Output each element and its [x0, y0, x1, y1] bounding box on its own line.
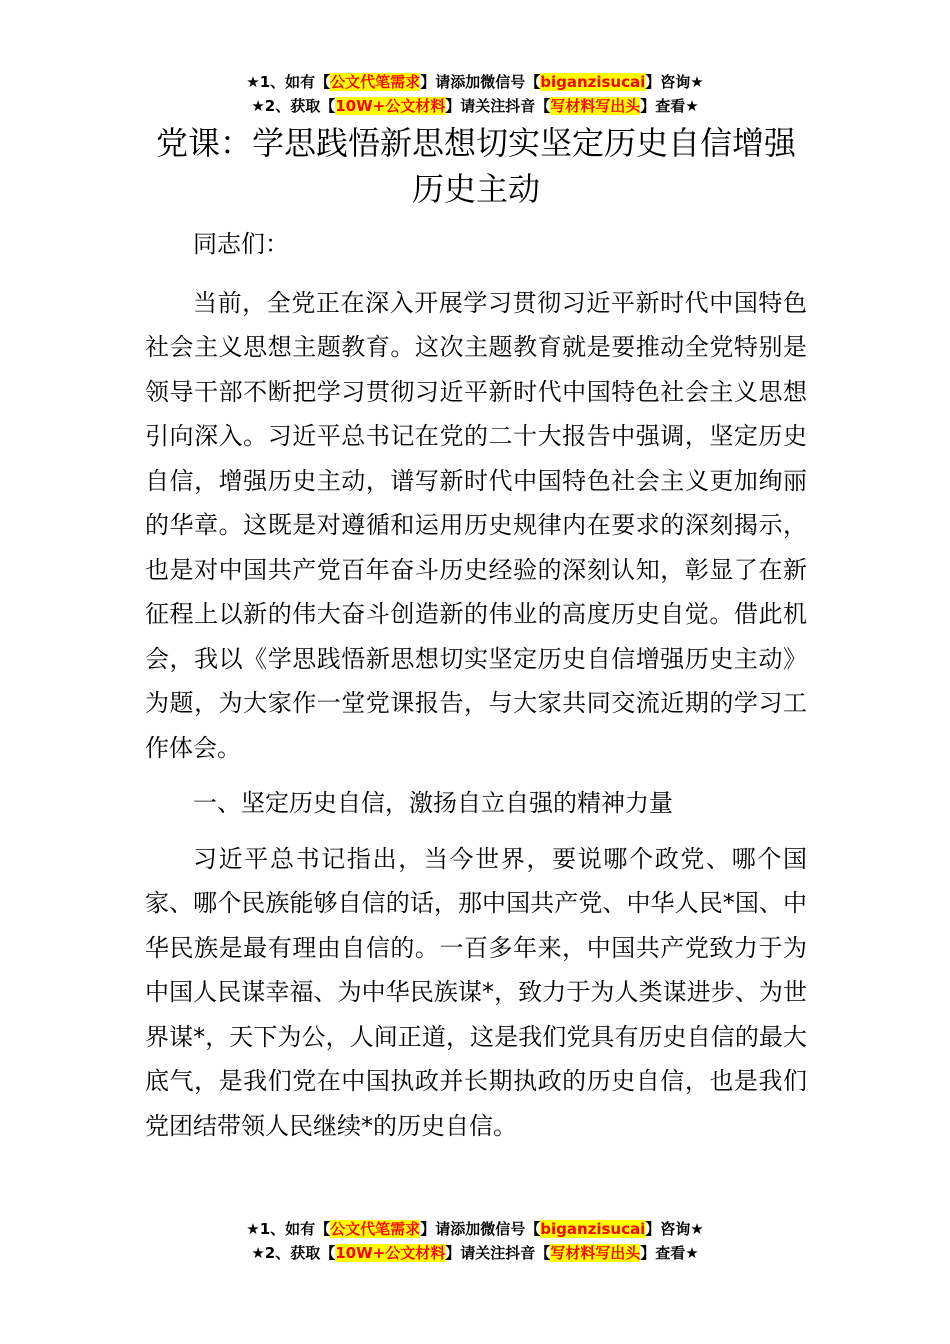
banner-text: 】请关注抖音【	[445, 1244, 551, 1262]
banner-line-1	[0, 70, 950, 94]
banner-text: 】请添加微信号【	[420, 1220, 541, 1238]
top-banner	[0, 70, 950, 118]
highlight-text: 公文代笔需求	[330, 1220, 421, 1238]
highlight-text: 10W+公文材料	[335, 97, 446, 115]
paragraph: 习近平总书记指出，当今世界，要说哪个政党、哪个国家、哪个民族能够自信的话，那中国共产党、中华人民*国、中华民族是最有理由自信的。一百多年来，中国共产党致力于为中国人民谋幸福、为中华民族谋*，致力于为人类谋进步、为世界谋*，天下为公，人间正道，这是我们党具有历史自信的最大底气，是我们党在中国执政并长期执政的历史自信，也是我们党团结带领人民继续*的历史自信。	[145, 844, 807, 1140]
paragraph: 当前，全党正在深入开展学习贯彻习近平新时代中国特色社会主义思想主题教育。这次主题教育就是要推动全党特别是领导干部不断把学习贯彻习近平新时代中国特色社会主义思想引向深入。习近平总书记在党的二十大报告中强调，坚定历史自信，增强历史主动，谱写新时代中国特色社会主义更加绚丽的华章。这既是对遵循和运用历史规律内在要求的深刻揭示，也是对中国共产党百年奋斗历史经验的深刻认知，彰显了在新征程上以新的伟大奋斗创造新的伟业的高度历史自觉。借此机会，我以《学思践悟新思想切实坚定历史自信增强历史主动》为题，为大家作一堂党课报告，与大家共同交流近期的学习工作体会。	[145, 288, 807, 762]
banner-text: 】查看★	[640, 1244, 699, 1262]
wechat-id: biganzisucai	[540, 1220, 646, 1238]
douyin-account: 写材料写出头	[550, 1244, 641, 1262]
salutation: 同志们：	[193, 230, 289, 258]
banner-text: ★2、获取【	[251, 97, 336, 115]
banner-text: ★1、如有【	[246, 1220, 331, 1238]
wechat-id: biganzisucai	[540, 73, 646, 91]
banner-text: ★1、如有【	[246, 73, 331, 91]
section-heading: 一、坚定历史自信，激扬自立自强的精神力量	[193, 789, 673, 817]
highlight-text: 公文代笔需求	[330, 73, 421, 91]
banner-text: 】请关注抖音【	[445, 97, 551, 115]
document-body	[145, 222, 807, 1159]
highlight-text: 10W+公文材料	[335, 1244, 446, 1262]
banner-text: 】咨询★	[645, 1220, 704, 1238]
douyin-account: 写材料写出头	[550, 97, 641, 115]
document-title: 党课：学思践悟新思想切实坚定历史自信增强历史主动	[155, 124, 796, 208]
banner-line-2	[0, 94, 950, 118]
banner-text: 】咨询★	[645, 73, 704, 91]
banner-text: 】请添加微信号【	[420, 73, 541, 91]
banner-line-1	[0, 1217, 950, 1241]
banner-text: ★2、获取【	[251, 1244, 336, 1262]
banner-line-2	[0, 1241, 950, 1265]
bottom-banner	[0, 1217, 950, 1265]
banner-text: 】查看★	[640, 97, 699, 115]
